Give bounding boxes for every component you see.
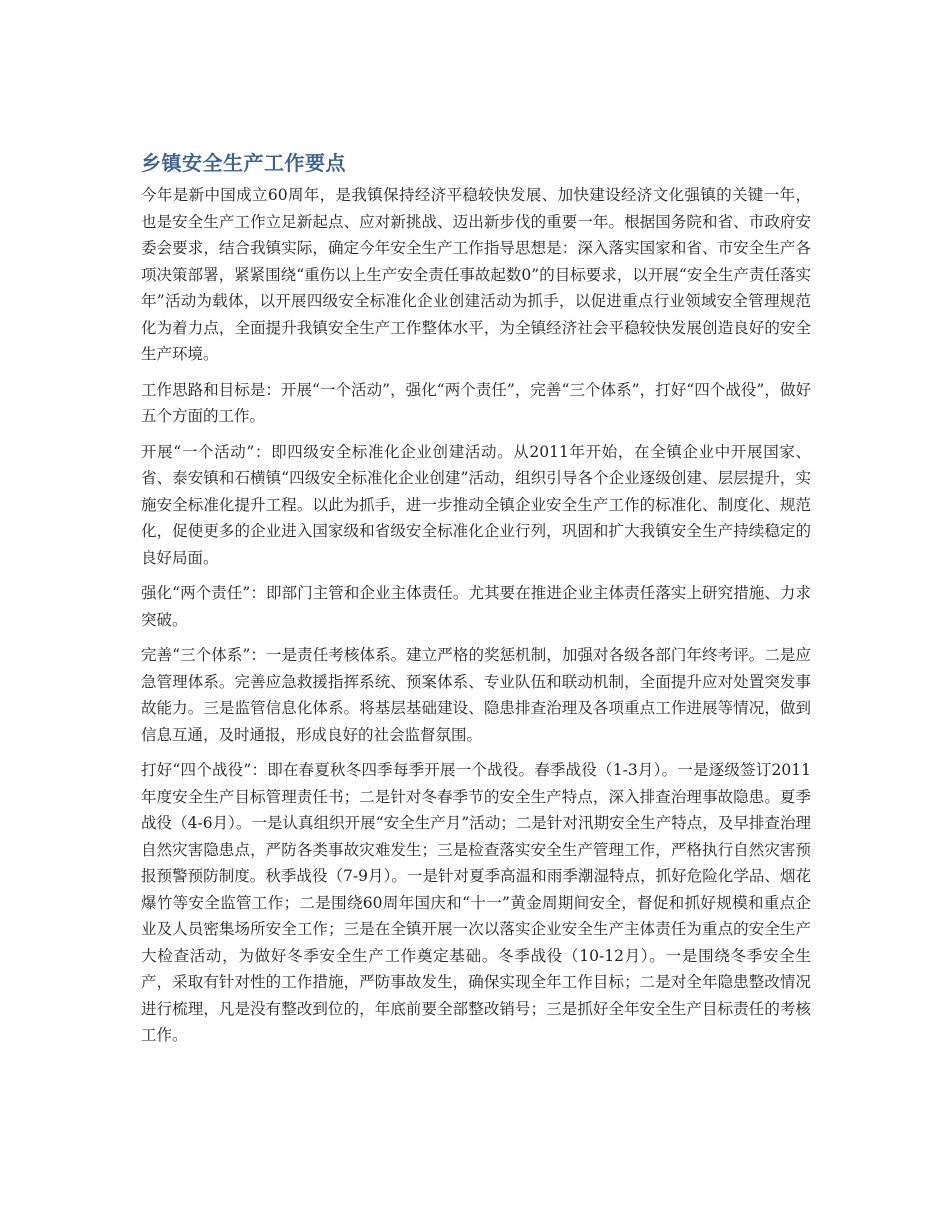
paragraph-one-activity: 开展“一个活动”：即四级安全标准化企业创建活动。从2011年开始，在全镇企业中开展国家、省、泰安镇和石横镇“四级安全标准化企业创建”活动，组织引导各个企业逐级创建、层层提升，实施安全标准化提升工程。以此为抓手，进一步推动全镇企业安全生产工作的标准化、制度化、规范化，促使更多的企业进入国家级和省级安全标准化企业行列，巩固和扩大我镇安全生产持续稳定的良好局面。 [141, 442, 811, 567]
document-page [141, 148, 811, 1058]
paragraph-three-systems: 完善“三个体系”：一是责任考核体系。建立严格的奖惩机制，加强对各级各部门年终考评。二是应急管理体系。完善应急救援指挥系统、预案体系、专业队伍和联动机制，全面提升应对处置突发事故能力。三是监管信息化体系。将基层基础建设、隐患排查治理及各项重点工作进展等情况，做到信息互通，及时通报，形成良好的社会监督氛围。 [141, 646, 811, 744]
paragraph-intro: 今年是新中国成立60周年，是我镇保持经济平稳较快发展、加快建设经济文化强镇的关键一年，也是安全生产工作立足新起点、应对新挑战、迈出新步伐的重要一年。根据国务院和省、市政府安委会要求，结合我镇实际，确定今年安全生产工作指导思想是：深入落实国家和省、市安全生产各项决策部署，紧紧围绕“重伤以上生产安全责任事故起数0”的目标要求，以开展“安全生产责任落实年”活动为载体，以开展四级安全标准化企业创建活动为抓手，以促进重点行业领域安全管理规范化为着力点，全面提升我镇安全生产工作整体水平，为全镇经济社会平稳较快发展创造良好的安全生产环境。 [141, 186, 811, 363]
paragraph-four-campaigns: 打好“四个战役”：即在春夏秋冬四季每季开展一个战役。春季战役（1-3月）。一是逐级签订2011年度安全生产目标管理责任书；二是针对冬春季节的安全生产特点，深入排查治理事故隐患。夏季战役（4-6月）。一是认真组织开展“安全生产月”活动；二是针对汛期安全生产特点，及早排查治理自然灾害隐患点，严防各类事故灾难发生；三是检查落实安全生产管理工作，严格执行自然灾害预报预警预防制度。秋季战役（7-9月）。一是针对夏季高温和雨季潮湿特点，抓好危险化学品、烟花爆竹等安全监管工作；二是围绕60周年国庆和“十一”黄金周期间安全，督促和抓好规模和重点企业及人员密集场所安全工作；三是在全镇开展一次以落实企业安全生产主体责任为重点的安全生产大检查活动，为做好冬季安全生产工作奠定基础。冬季战役（10-12月）。一是围绕冬季安全生产，采取有针对性的工作措施，严防事故发生，确保实现全年工作目标；二是对全年隐患整改情况进行梳理，凡是没有整改到位的，年底前要全部整改销号；三是抓好全年安全生产目标责任的考核工作。 [141, 761, 811, 1044]
paragraph-two-responsibilities: 强化“两个责任”：即部门主管和企业主体责任。尤其要在推进企业主体责任落实上研究措施、力求突破。 [141, 584, 811, 629]
paragraph-work-ideas: 工作思路和目标是：开展“一个活动”，强化“两个责任”，完善“三个体系”，打好“四个战役”，做好五个方面的工作。 [141, 380, 811, 425]
document-title: 乡镇安全生产工作要点 [141, 151, 346, 175]
